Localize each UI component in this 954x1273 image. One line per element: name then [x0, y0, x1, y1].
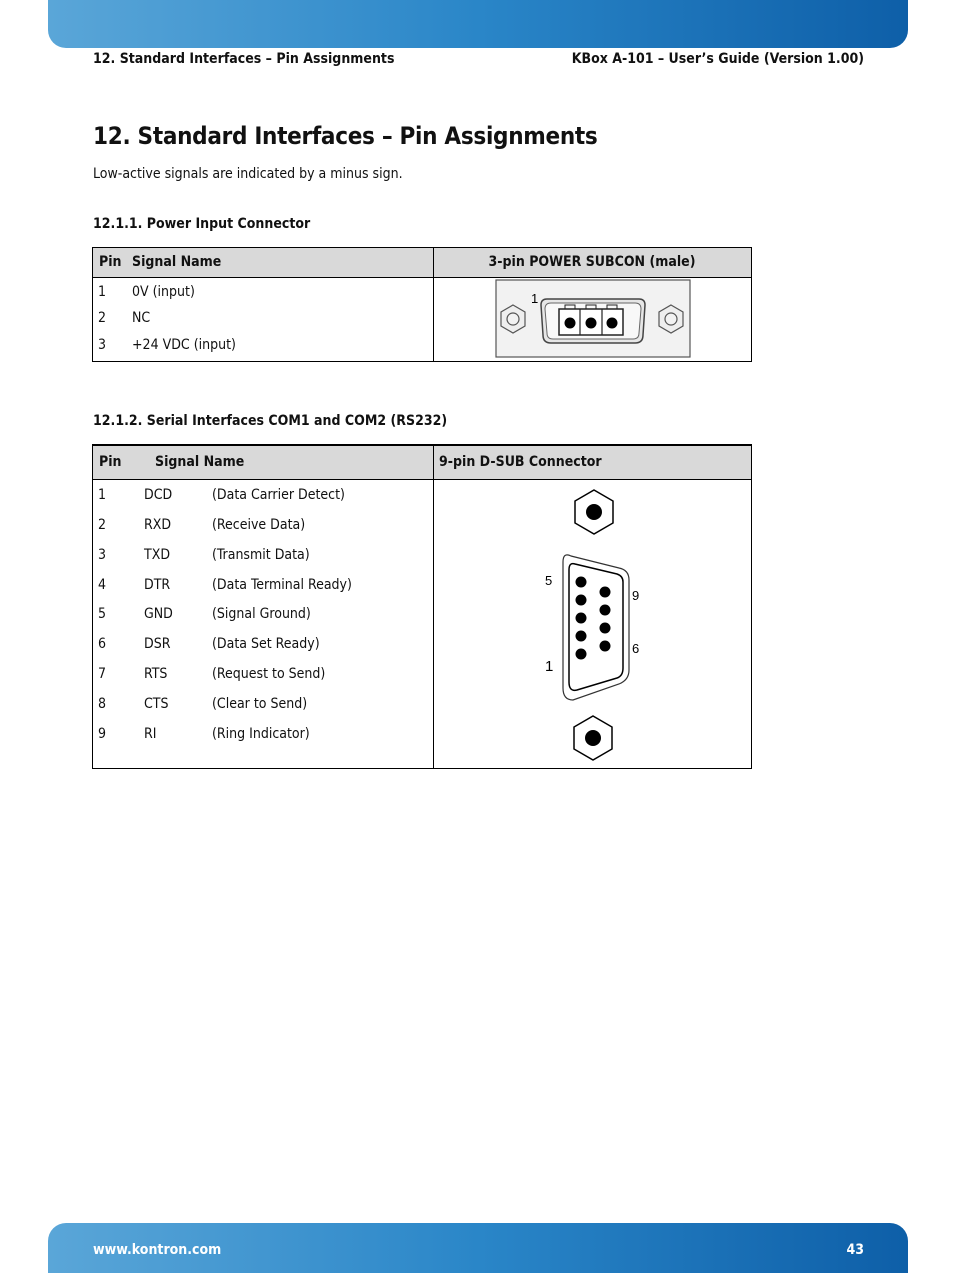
- power-pin-3: [607, 318, 618, 329]
- running-header-document: KBox A-101 – User’s Guide (Version 1.00): [571, 51, 864, 67]
- signal-description: (Ring Indicator): [212, 726, 310, 742]
- serial-section-heading: 12.1.2. Serial Interfaces COM1 and COM2 (RS232): [93, 413, 448, 429]
- pin-9-marker: 9: [632, 588, 640, 603]
- dsub-9-connector-diagram: [533, 488, 653, 762]
- power-subcon-connector-diagram: [495, 279, 692, 359]
- pin-number: 1: [98, 284, 107, 300]
- signal-name: NC: [132, 310, 151, 326]
- intro-text: Low-active signals are indicated by a minus sign.: [93, 166, 403, 182]
- pin-number: 3: [98, 337, 107, 353]
- signal-abbr: CTS: [144, 696, 169, 712]
- signal-description: (Transmit Data): [212, 547, 310, 563]
- signal-abbr: DCD: [144, 487, 173, 503]
- pin-1-marker: 1: [545, 658, 554, 675]
- top-banner: [48, 0, 908, 48]
- signal-description: (Request to Send): [212, 666, 326, 682]
- pin-5-marker: 5: [545, 573, 553, 588]
- power-pin-2: [586, 318, 597, 329]
- pin-number: 3: [98, 547, 107, 563]
- pin-number: 7: [98, 666, 107, 682]
- footer-banner: [48, 1223, 908, 1273]
- page-number: 43: [846, 1242, 864, 1258]
- footer-website-link[interactable]: www.kontron.com: [93, 1242, 222, 1258]
- col-pin-header: Pin: [99, 254, 122, 270]
- pin-number: 5: [98, 606, 107, 622]
- pin-1-marker: 1: [531, 291, 539, 306]
- signal-description: (Signal Ground): [212, 606, 311, 622]
- col-signal-header: Signal Name: [132, 254, 222, 270]
- signal-abbr: TXD: [144, 547, 171, 563]
- running-header-chapter: 12. Standard Interfaces – Pin Assignments: [93, 51, 395, 67]
- serial-table-header: [93, 446, 751, 480]
- power-table-header: [93, 248, 751, 278]
- signal-abbr: DSR: [144, 636, 171, 652]
- pin-number: 8: [98, 696, 107, 712]
- signal-abbr: RI: [144, 726, 157, 742]
- pin-number: 1: [98, 487, 107, 503]
- pin-number: 4: [98, 577, 107, 593]
- serial-pin-table: [92, 444, 752, 769]
- power-pin-table: [92, 247, 752, 362]
- signal-name: 0V (input): [132, 284, 195, 300]
- signal-abbr: DTR: [144, 577, 171, 593]
- signal-description: (Data Carrier Detect): [212, 487, 345, 503]
- pin-number: 2: [98, 310, 107, 326]
- pin-number: 6: [98, 636, 107, 652]
- signal-abbr: RXD: [144, 517, 172, 533]
- signal-description: (Clear to Send): [212, 696, 308, 712]
- col-connector-header: 9-pin D-SUB Connector: [439, 454, 602, 470]
- pin-number: 9: [98, 726, 107, 742]
- signal-description: (Receive Data): [212, 517, 306, 533]
- signal-description: (Data Terminal Ready): [212, 577, 352, 593]
- power-pin-1: [565, 318, 576, 329]
- col-signal-header: Signal Name: [155, 454, 245, 470]
- power-section-heading: 12.1.1. Power Input Connector: [93, 216, 311, 232]
- pin-number: 2: [98, 517, 107, 533]
- signal-description: (Data Set Ready): [212, 636, 320, 652]
- col-connector-header: 3-pin POWER SUBCON (male): [488, 254, 696, 270]
- col-pin-header: Pin: [99, 454, 122, 470]
- page-title: 12. Standard Interfaces – Pin Assignments: [93, 122, 598, 150]
- signal-abbr: RTS: [144, 666, 168, 682]
- pin-6-marker: 6: [632, 641, 640, 656]
- signal-name: +24 VDC (input): [132, 337, 236, 353]
- signal-abbr: GND: [144, 606, 173, 622]
